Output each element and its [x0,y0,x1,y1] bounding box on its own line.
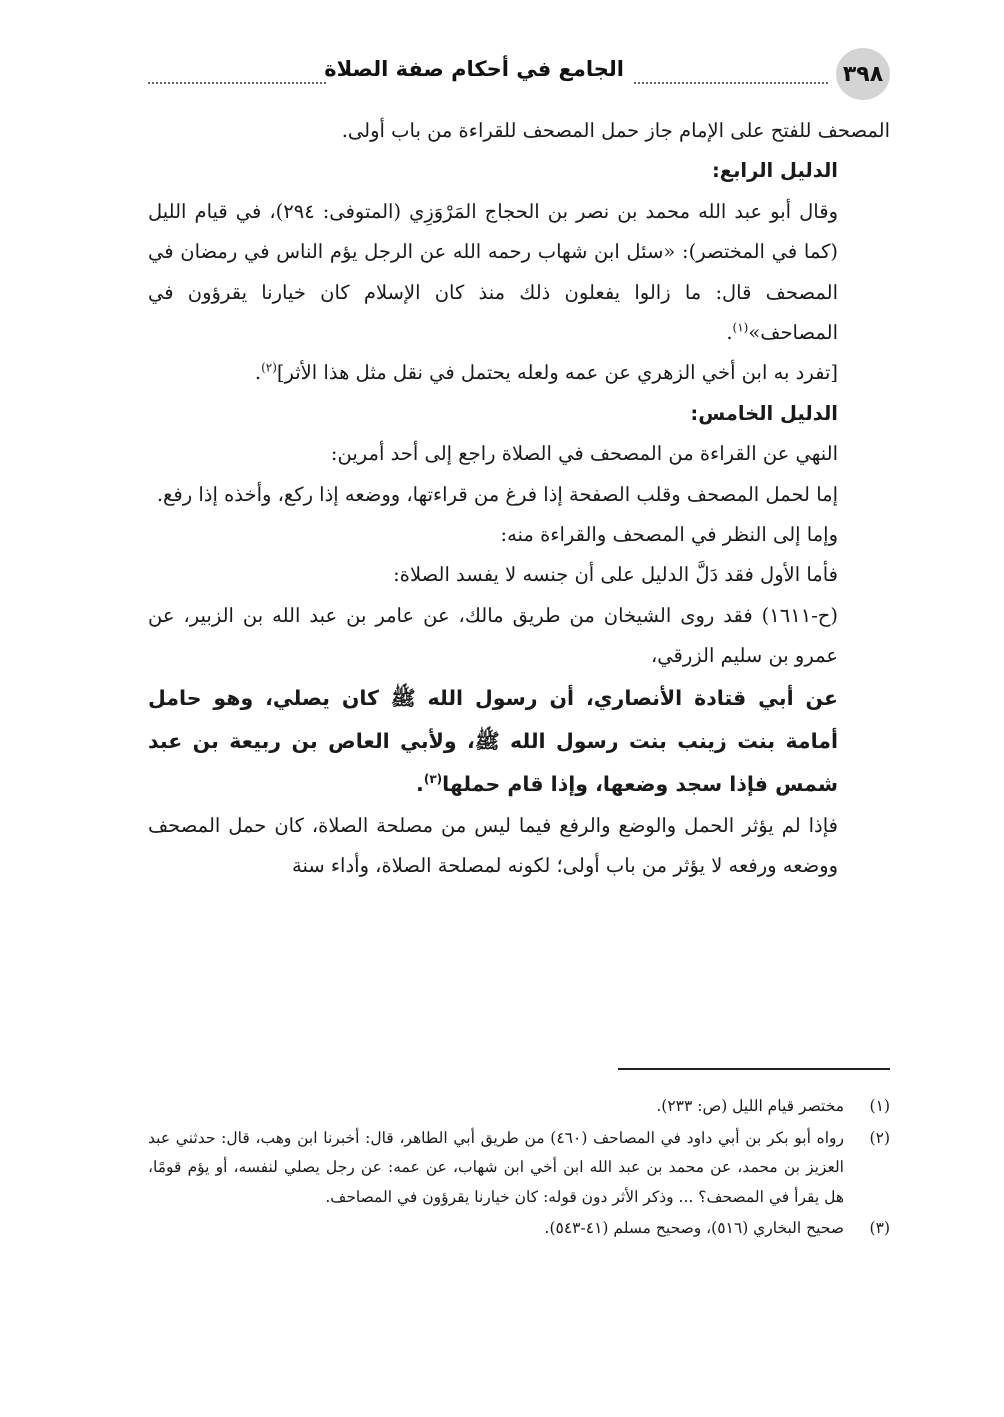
footnote-ref[interactable]: (٢) [261,360,277,375]
header-dotted-rule-right [634,82,828,84]
footnote-divider [618,1068,890,1070]
footnote-ref[interactable]: (٣) [423,771,443,786]
footnote [148,1124,890,1213]
paragraph-text: وقال أبو عبد الله محمد بن نصر بن الحجاج المَرْوَزِي (المتوفى: ٢٩٤)، في قيام الليل (كما في المختصر): «سئل ابن شهاب رحمه الله عن الرجل يؤم الناس في رمضان في المصحف قال: ما زالوا يفعلون ذلك منذ كان الإسلام كان خيارنا يقرؤون في المصاحف» [148,199,838,345]
paragraph: (ح-١٦١١) فقد روى الشيخان من طريق مالك، عن عامر بن عبد الله بن الزبير، عن عمرو بن سليم الزرقي، [148,603,838,668]
section-heading: الدليل الرابع: [711,159,838,183]
footnote [148,1092,890,1122]
footnote-text: رواه أبو بكر بن أبي داود في المصاحف (٤٦٠) من طريق أبي الطاهر، قال: أخبرنا ابن وهب، قال: حدثني عبد العزيز بن محمد، عن محمد بن عبد الله ابن أخي ابن شهاب، عن عمه: عن رجل يصلي لنفسه، أو يؤم قومًا، هل يقرأ في المصحف؟ ... وذكر الأثر دون قوله: كان خيارنا يقرؤون في المصاحف. [148,1128,844,1206]
footnote-text: مختصر قيام الليل (ص: ٢٣٣). [656,1097,844,1115]
page-number: ٣٩٨ [836,48,890,100]
paragraph: المصحف للفتح على الإمام جاز حمل المصحف للقراءة من باب أولى. [341,119,890,142]
book-title: الجامع في أحكام صفة الصلاة [324,57,624,81]
footnotes [148,1092,890,1246]
paragraph [148,353,890,393]
footnote-number: (١) [869,1097,890,1115]
hadith-end: . [416,771,424,796]
hadith-text [148,677,890,806]
paragraph-end: . [726,321,733,345]
paragraph: فإذا لم يؤثر الحمل والوضع والرفع فيما ليس من مصلحة الصلاة، كان حمل المصحف ووضعه ورفعه لا يؤثر من باب أولى؛ لكونه لمصلحة الصلاة، وأداء سنة [148,813,838,878]
footnote-ref[interactable]: (١) [732,320,749,335]
paragraph: النهي عن القراءة من المصحف في الصلاة راجع إلى أحد أمرين: [330,442,838,466]
page-header [148,48,890,100]
footnote [148,1214,890,1244]
hadith-body: عن أبي قتادة الأنصاري، أن رسول الله ﷺ كان يصلي، وهو حامل أمامة بنت زينب بنت رسول الله ﷺ، ولأبي العاص بن ربيعة بن عبد شمس فإذا سجد وضعها، وإذا قام حملها [148,685,838,796]
header-dotted-rule-left [148,82,326,84]
paragraph: إما لحمل المصحف وقلب الصفحة إذا فرغ من قراءتها، ووضعه إذا ركع، وأخذه إذا رفع. [156,482,838,506]
footnote-number: (٣) [869,1219,890,1237]
paragraph: وإما إلى النظر في المصحف والقراءة منه: [500,523,838,547]
footnote-text: صحيح البخاري (٥١٦)، وصحيح مسلم (٤١-٥٤٣). [544,1219,844,1237]
footnote-number: (٢) [869,1128,890,1147]
page-body [148,111,890,1061]
paragraph-end: . [254,361,262,385]
paragraph: فأما الأول فقد دَلَّ الدليل على أن جنسه لا يفسد الصلاة: [393,563,838,587]
section-heading: الدليل الخامس: [690,401,838,425]
paragraph [148,192,890,354]
paragraph-text: [تفرد به ابن أخي الزهري عن عمه ولعله يحتمل في نقل مثل هذا الأثر] [276,361,838,385]
